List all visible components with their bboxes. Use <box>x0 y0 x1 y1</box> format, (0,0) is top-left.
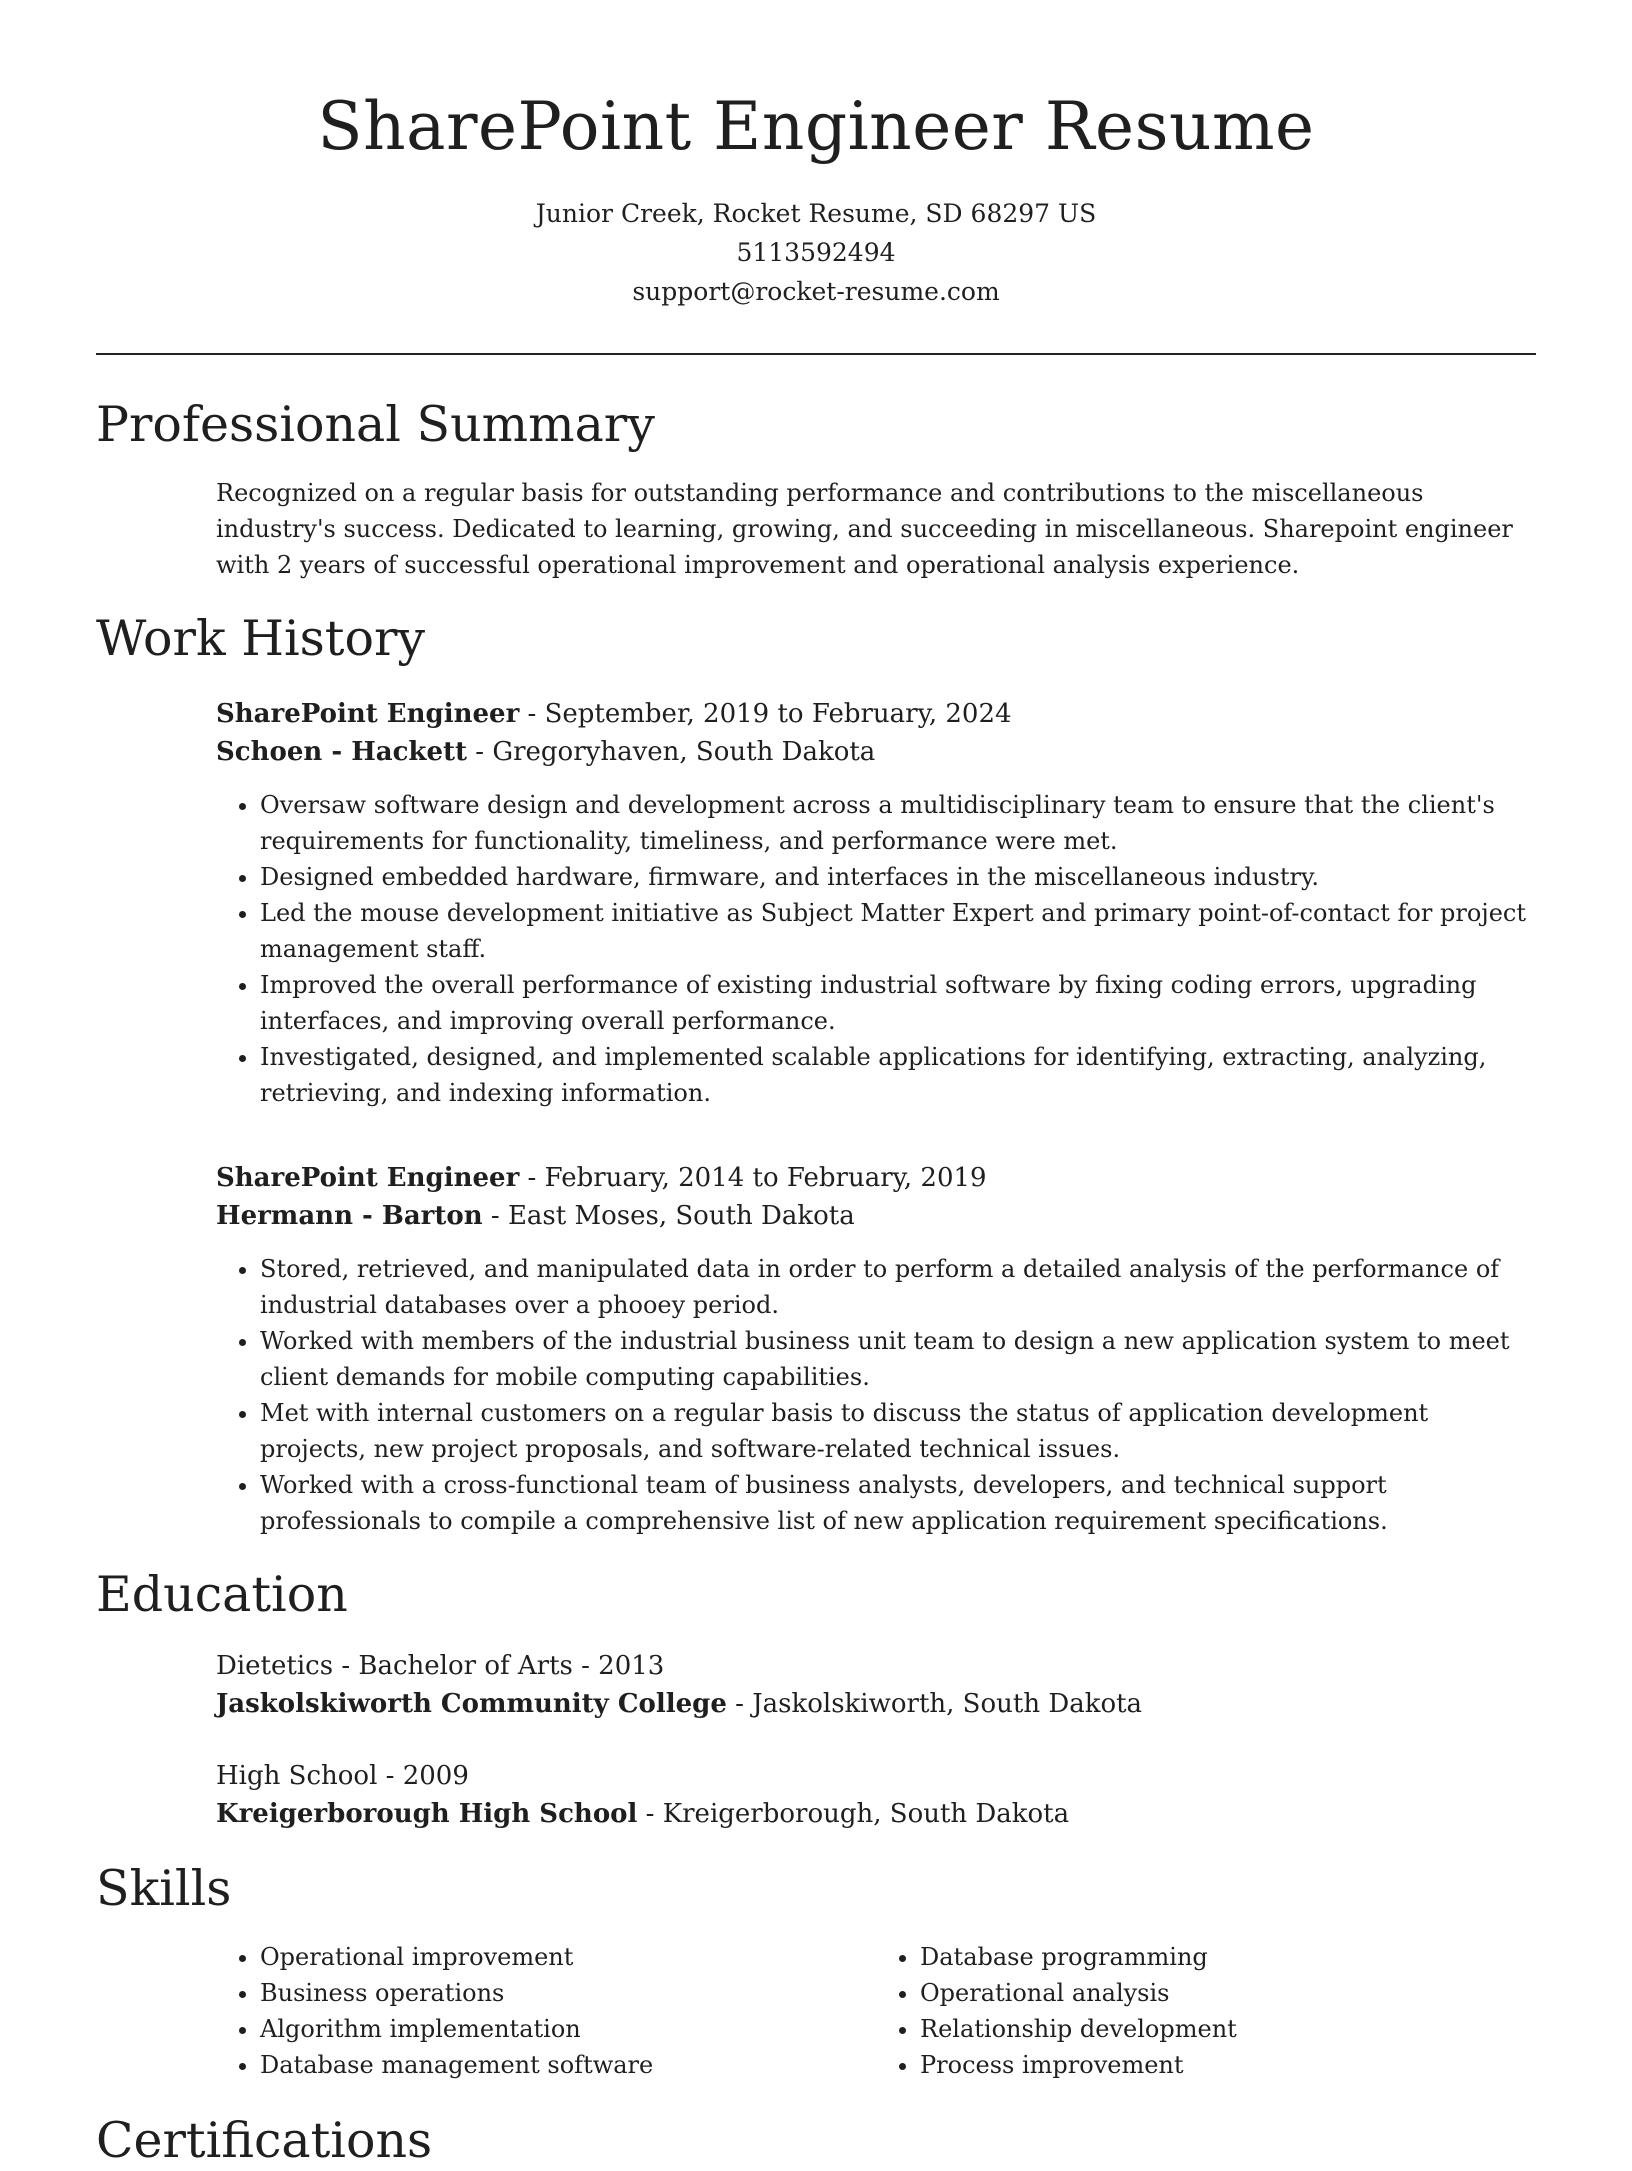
skills-section <box>96 1859 1536 2083</box>
education-location: - Kreigerborough, South Dakota <box>637 1799 1070 1829</box>
job-title: SharePoint Engineer <box>216 1163 520 1193</box>
phone: 5113592494 <box>736 238 896 267</box>
skills-right-column <box>876 1939 1536 2083</box>
list-item: • Business operations <box>260 1975 876 2011</box>
summary-text: Recognized on a regular basis for outstanding performance and contributions to the miscellaneous industry's success. Dedicated to learning, growing, and succeeding in miscellaneous. Sharepoint engineer with 2 years of successful operational improvement and operational analysis experience. <box>216 479 1513 579</box>
job-company: Hermann - Barton <box>216 1201 483 1231</box>
list-item: • Stored, retrieved, and manipulated data in order to perform a detailed analysis of the performance of industrial databases over a phooey period. <box>260 1251 1536 1323</box>
email: support@rocket-resume.com <box>632 277 1000 306</box>
list-item: • Designed embedded hardware, firmware, and interfaces in the miscellaneous industry. <box>260 859 1536 895</box>
list-item: • Led the mouse development initiative as Subject Matter Expert and primary point-of-contact for project management staff. <box>260 895 1536 967</box>
job-bullets <box>216 787 1536 1111</box>
list-item: • Algorithm implementation <box>260 2011 876 2047</box>
job-company: Schoen - Hackett <box>216 737 468 767</box>
summary-heading: Professional Summary <box>96 396 655 453</box>
job-title-line <box>216 695 1536 733</box>
job-location: - Gregoryhaven, South Dakota <box>467 737 876 767</box>
list-item: • Database management software <box>260 2047 876 2083</box>
list-item: • Oversaw software design and development across a multidisciplinary team to ensure that the client's requirements for functionality, timeliness, and performance were met. <box>260 787 1536 859</box>
list-item: • Investigated, designed, and implemented scalable applications for identifying, extracting, analyzing, retrieving, and indexing information. <box>260 1039 1536 1111</box>
skills-heading: Skills <box>96 1860 232 1917</box>
contact-block <box>96 194 1536 311</box>
job-dates: - September, 2019 to February, 2024 <box>519 699 1012 729</box>
education-entry <box>216 1757 1536 1833</box>
work-history-section <box>96 609 1536 1539</box>
list-item: • Worked with members of the industrial business unit team to design a new application system to meet client demands for mobile computing capabilities. <box>260 1323 1536 1395</box>
job-bullets <box>216 1251 1536 1539</box>
education-location: - Jaskolskiworth, South Dakota <box>726 1689 1143 1719</box>
list-item: • Operational improvement <box>260 1939 876 1975</box>
certifications-heading: Certifications <box>96 2112 433 2169</box>
list-item: • Improved the overall performance of existing industrial software by fixing coding errors, upgrading interfaces, and improving overall performance. <box>260 967 1536 1039</box>
job-company-line <box>216 733 1536 771</box>
education-entry <box>216 1647 1536 1723</box>
job-entry <box>216 695 1536 1111</box>
list-item: • Worked with a cross-functional team of business analysts, developers, and technical support professionals to compile a comprehensive list of new application requirement specifications. <box>260 1467 1536 1539</box>
skills-columns <box>216 1939 1536 2083</box>
education-heading: Education <box>96 1566 348 1623</box>
education-school: Jaskolskiworth Community College <box>216 1689 727 1719</box>
header-divider <box>96 353 1536 355</box>
work-history-heading: Work History <box>96 610 426 667</box>
list-item: • Database programming <box>920 1939 1536 1975</box>
education-degree: Dietetics - Bachelor of Arts - 2013 <box>216 1651 665 1681</box>
resume-page <box>96 0 1536 2171</box>
education-school-line <box>216 1795 1536 1833</box>
list-item: • Operational analysis <box>920 1975 1536 2011</box>
job-title-line <box>216 1159 1536 1197</box>
summary-section <box>96 395 1536 583</box>
job-location: - East Moses, South Dakota <box>482 1201 855 1231</box>
resume-title: SharePoint Engineer Resume <box>317 88 1315 165</box>
education-degree: High School - 2009 <box>216 1761 469 1791</box>
skills-left-column <box>216 1939 876 2083</box>
education-school: Kreigerborough High School <box>216 1799 638 1829</box>
job-entry <box>216 1159 1536 1539</box>
list-item: • Met with internal customers on a regular basis to discuss the status of application development projects, new project proposals, and software-related technical issues. <box>260 1395 1536 1467</box>
job-title: SharePoint Engineer <box>216 699 520 729</box>
education-section <box>96 1565 1536 1833</box>
resume-header <box>96 0 1536 311</box>
job-company-line <box>216 1197 1536 1235</box>
list-item: • Process improvement <box>920 2047 1536 2083</box>
job-dates: - February, 2014 to February, 2019 <box>519 1163 987 1193</box>
address: Junior Creek, Rocket Resume, SD 68297 US <box>535 199 1097 228</box>
certifications-section <box>96 2111 1536 2171</box>
education-school-line <box>216 1685 1536 1723</box>
list-item: • Relationship development <box>920 2011 1536 2047</box>
